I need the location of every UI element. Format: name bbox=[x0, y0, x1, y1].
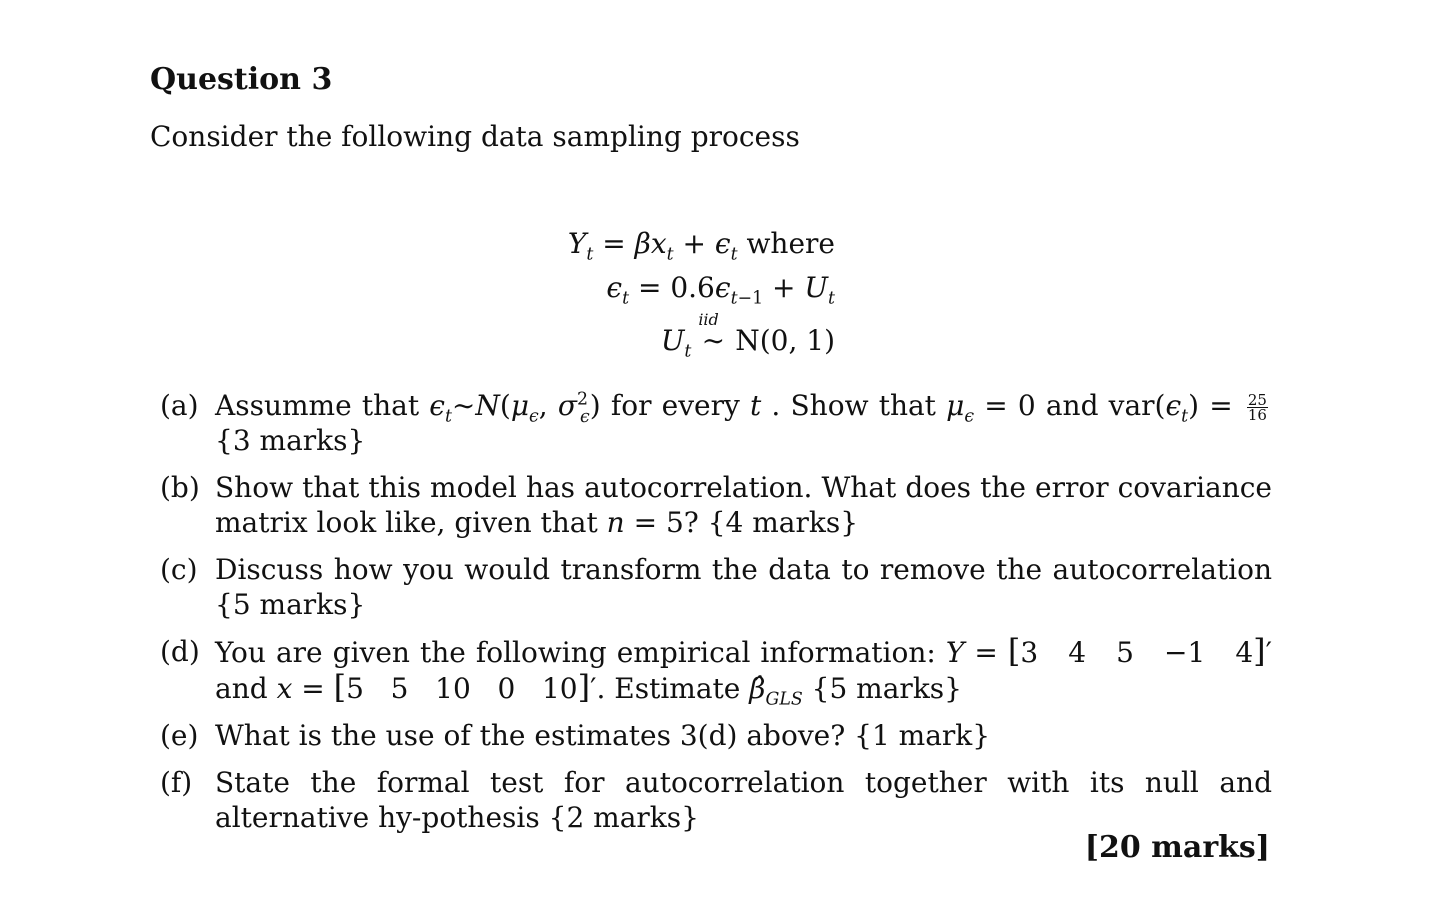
part-a-text-2: for every bbox=[610, 389, 740, 422]
part-e-tag: (e) bbox=[160, 719, 199, 752]
part-a-marks: {3 marks} bbox=[215, 424, 366, 457]
part-c bbox=[160, 552, 1272, 622]
part-d bbox=[160, 632, 1273, 710]
part-b-text-1: Show that this model has autocorrelation. What does the error covariance matrix look like, given that bbox=[215, 471, 1272, 539]
y-vector-close-bracket: ] bbox=[1253, 632, 1266, 670]
part-a-text-1: Assumme that bbox=[215, 389, 420, 422]
part-b-tag: (b) bbox=[160, 471, 200, 504]
part-a-text-5: ) = bbox=[1188, 389, 1233, 422]
x-vector: 5 5 10 0 10 bbox=[346, 672, 578, 705]
iid-tilde: iid ∼ bbox=[698, 310, 726, 357]
part-f bbox=[160, 765, 1272, 835]
part-f-text: State the formal test for autocorrelation together with its null and alternative hy-pothesis bbox=[215, 766, 1272, 834]
part-a-text-4: = 0 and var( bbox=[984, 389, 1166, 422]
equation-model: $Y_t = \beta x_t + \epsilon_t$ where bbox=[567, 227, 835, 265]
equation-error-process: $\epsilon_t = 0.6\epsilon_{t-1} + U_t$ bbox=[606, 271, 835, 309]
part-e-text: What is the use of the estimates 3(d) above? bbox=[215, 719, 846, 752]
question-parts bbox=[160, 388, 1272, 847]
part-c-marks: {5 marks} bbox=[215, 588, 366, 621]
question-intro: Consider the following data sampling process bbox=[150, 120, 800, 153]
part-b-text-2: = 5? bbox=[633, 506, 699, 539]
question-title: Question 3 bbox=[150, 62, 333, 97]
fraction-denominator: 16 bbox=[1247, 406, 1267, 424]
part-e-marks: {1 mark} bbox=[854, 719, 991, 752]
x-vector-open-bracket: [ bbox=[333, 668, 347, 706]
normal-distribution: N(0, 1) bbox=[735, 324, 835, 357]
iid-label: iid bbox=[698, 310, 719, 329]
equation-innovation: $U_t$ iid ∼ N(0, 1) bbox=[660, 310, 835, 362]
part-a bbox=[160, 388, 1272, 458]
part-c-body bbox=[215, 552, 1272, 622]
part-f-marks: {2 marks} bbox=[548, 801, 699, 834]
part-c-tag: (c) bbox=[160, 553, 198, 586]
part-e-body bbox=[215, 718, 1272, 753]
part-d-text-2: and bbox=[215, 672, 268, 705]
part-d-text-1: You are given the following empirical information: bbox=[215, 636, 936, 669]
part-d-marks: {5 marks} bbox=[811, 672, 962, 705]
part-a-body: Assumme that $\epsilon_t\sim N(\mu_\epsilon$, $\sigma^2_\epsilon$) for every t . Show that $\mu_\epsilon = 0$ and $var(\epsilon_t)$ = $\frac{25}{16}$ {3 marks} bbox=[215, 389, 1267, 457]
part-a-text-3: . Show that bbox=[771, 389, 936, 422]
part-d-tag: (d) bbox=[160, 635, 200, 668]
part-d-text-3: . Estimate bbox=[596, 672, 741, 705]
x-vector-close-bracket: ] bbox=[577, 668, 591, 706]
part-f-tag: (f) bbox=[160, 766, 193, 799]
equation-where: where bbox=[746, 227, 835, 260]
y-vector: 3 4 5 −1 4 bbox=[1020, 636, 1254, 669]
part-e bbox=[160, 718, 1272, 753]
fraction-numerator: 25 bbox=[1247, 391, 1267, 409]
total-marks: [20 marks] bbox=[1084, 830, 1270, 865]
ar-coefficient: 0.6 bbox=[670, 271, 715, 304]
y-vector-open-bracket: [ bbox=[1007, 632, 1021, 670]
part-b-marks: {4 marks} bbox=[707, 506, 859, 539]
part-f-body bbox=[215, 765, 1272, 835]
part-a-tag: (a) bbox=[160, 389, 199, 422]
part-d-body: You are given the following empirical information: Y = [3 4 5 −1 4]′ and x = [5 5 10 0 10]′. Estimate $\betâ_{GLS}$ {5 marks} bbox=[215, 632, 1273, 710]
part-c-text: Discuss how you would transform the data to remove the autocorrelation bbox=[215, 553, 1272, 586]
part-b-body: Show that this model has autocorrelation. What does the error covariance matrix look like, given that n = 5? {4 marks} bbox=[215, 471, 1272, 539]
part-b bbox=[160, 470, 1272, 540]
variance-fraction bbox=[1247, 393, 1268, 422]
